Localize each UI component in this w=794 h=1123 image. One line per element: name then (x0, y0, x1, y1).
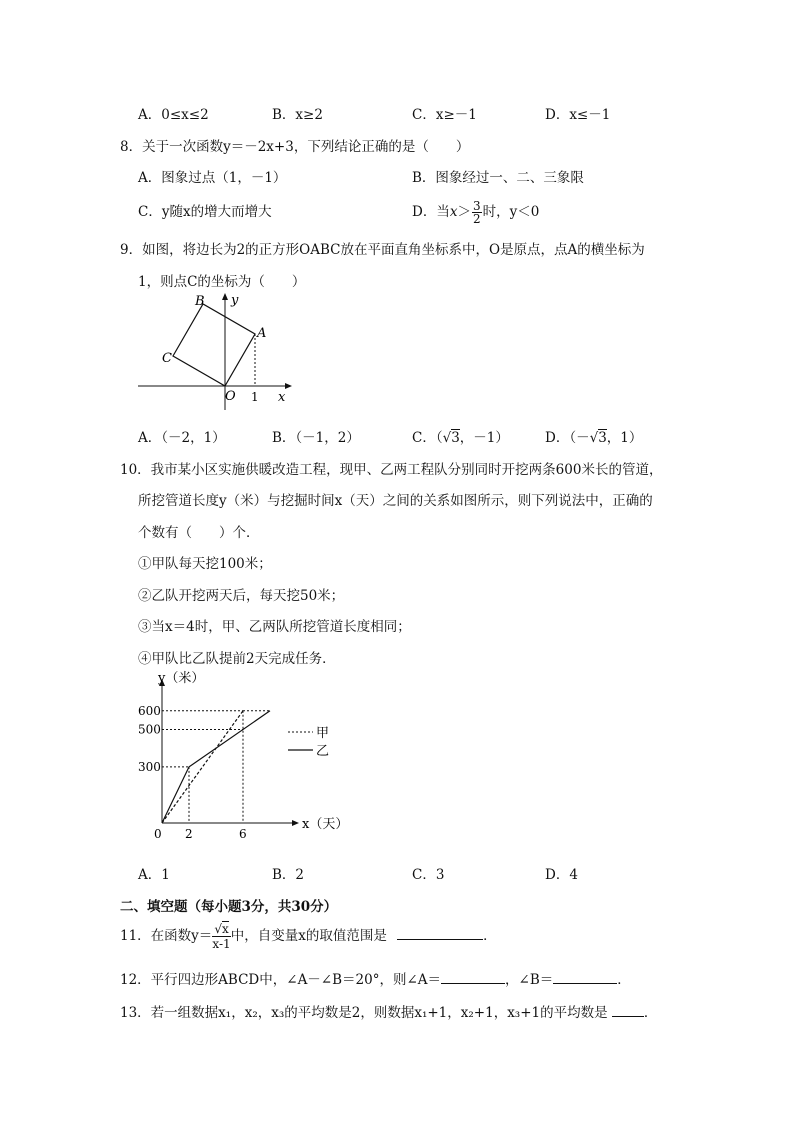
x-tick-label: 0 (154, 827, 162, 841)
q12-mid: ，∠B＝ (505, 972, 554, 988)
q11-fraction-den: x-1 (212, 937, 231, 951)
q11-suffix: 中，自变量x的取值范围是 (230, 928, 387, 944)
q8-option-d: D．当x＞ $\frac{3}{2}$ 时，y＜0 (412, 199, 540, 226)
q9-stem-line2: 1，则点C的坐标为（ ） (138, 274, 306, 290)
q9-option-c: C．（√3，－1） (412, 430, 509, 446)
q12-end: ． (617, 972, 631, 988)
q8-option-c: C．y随x的增大而增大 (138, 204, 272, 220)
q11-prefix: 11．在函数y＝ (120, 928, 213, 944)
section2-heading: 二、填空题（每小题3分，共30分） (120, 899, 338, 915)
q9-label-1: 1 (251, 390, 259, 404)
y-tick-label: 300 (138, 759, 161, 774)
q8-stem: 8．关于一次函数y＝－2x+3，下列结论正确的是（ ） (120, 139, 470, 155)
x-axis-arrow (292, 820, 299, 826)
q9-option-a: A．（－2，1） (138, 430, 226, 446)
q9-option-d-prefix: D．（－ (545, 430, 590, 446)
y-tick-label: 500 (138, 722, 161, 737)
x-tick-label: 6 (239, 827, 247, 841)
q10-option-b: B．2 (272, 867, 305, 883)
q13-text: 13．若一组数据x₁，x₂，x₃的平均数是2，则数据x₁+1，x₂+1，x₃+1的平均数是 (120, 1005, 608, 1021)
q8-option-d-suffix: 时，y＜0 (482, 204, 540, 220)
q12-text: 12．平行四边形ABCD中，∠A－∠B＝20°，则∠A＝ (120, 972, 442, 988)
q9-option-c-suffix: ，－1） (459, 430, 509, 446)
q7-option-c: C．x≥－1 (412, 107, 477, 123)
q9-label-a: A (257, 326, 267, 341)
q9-option-c-prefix: C．（ (412, 430, 443, 446)
q9-label-c: C (162, 351, 172, 366)
q9-label-y: y (231, 293, 239, 308)
q12-blank-a[interactable] (441, 983, 505, 984)
q11-answer-blank[interactable] (397, 939, 483, 940)
q9-label-x: x (278, 390, 286, 405)
q10-chart (130, 668, 360, 846)
q7-option-a: A．0≤x≤2 (138, 107, 209, 123)
legend-label-yi: 乙 (316, 744, 330, 759)
q9-option-d-suffix: ，1） (606, 430, 643, 446)
q9-label-b: B (195, 294, 205, 309)
q10-stem-line1: 10．我市某小区实施供暖改造工程，现甲、乙两工程队分别同时开挖两条600米长的管道， (120, 462, 663, 478)
q8-option-a: A．图象过点（1，－1） (138, 170, 287, 186)
q9-option-c-radicand: 3 (451, 430, 460, 446)
q9-x-arrow (285, 383, 292, 389)
q9-option-b: B．（－1，2） (272, 430, 360, 446)
q8-option-d-prefix: D．当 (412, 204, 450, 220)
q10-statement-3: ③当x＝4时，甲、乙两队所挖管道长度相同； (138, 619, 411, 635)
legend-label-jia: 甲 (316, 726, 330, 741)
q9-y-arrow (222, 293, 228, 300)
q13-blank[interactable] (612, 1016, 644, 1017)
q9-figure (130, 288, 300, 410)
y-tick-label: 600 (138, 703, 161, 718)
x-axis-label: x（天） (302, 817, 349, 832)
q12-blank-b[interactable] (553, 983, 617, 984)
q11: 11．在函数y＝ $\frac{√x}{x-1}$ 中，自变量x的取值范围是 ． (120, 922, 497, 951)
q10-statement-2: ②乙队开挖两天后，每天挖50米； (138, 588, 345, 604)
q13 (120, 1001, 657, 1021)
q10-option-a: A．1 (138, 867, 170, 883)
q12 (120, 968, 631, 988)
q7-option-b: B．x≥2 (272, 107, 323, 123)
q8-fraction-num: 3 (472, 199, 481, 213)
y-axis-label: y（米） (158, 671, 205, 686)
q7-option-d: D．x≤－1 (545, 107, 611, 123)
q10-option-c: C．3 (412, 867, 445, 883)
q9-option-d-radicand: 3 (598, 430, 607, 446)
q10-statement-1: ①甲队每天挖100米； (138, 556, 272, 572)
q9-stem-line1: 9．如图，将边长为2的正方形OABC放在平面直角坐标系中，O是原点，点A的横坐标为 (120, 242, 645, 258)
q10-option-d: D．4 (545, 867, 578, 883)
x-tick-label: 2 (185, 827, 193, 841)
q8-option-b: B．图象经过一、二、三象限 (412, 170, 584, 186)
q11-fraction-num: x (221, 922, 229, 936)
q9-option-d: D．（－√3，1） (545, 430, 643, 446)
q10-stem-line2: 所挖管道长度y（米）与挖掘时间x（天）之间的关系如图所示，则下列说法中，正确的 (138, 493, 653, 509)
q8-fraction-den: 2 (472, 212, 481, 226)
q10-statement-4: ④甲队比乙队提前2天完成任务． (138, 651, 336, 667)
q9-square (173, 304, 255, 386)
q13-end: ． (643, 1005, 658, 1021)
q9-label-o: O (225, 389, 236, 404)
q10-stem-line3: 个数有（ ）个． (138, 525, 260, 541)
